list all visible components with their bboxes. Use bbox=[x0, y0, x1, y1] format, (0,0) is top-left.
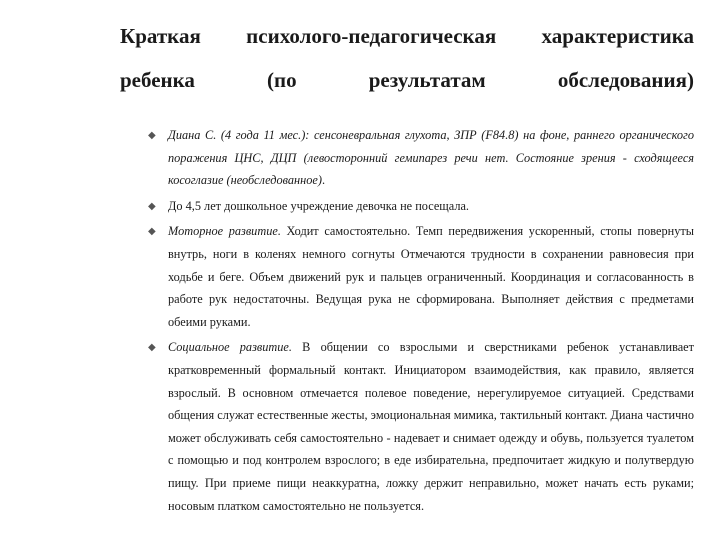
item-italic: Социальное развитие. bbox=[168, 340, 292, 355]
title-line-2: ребенка (по результатам обследования) bbox=[120, 68, 694, 92]
slide-title bbox=[120, 14, 694, 102]
list-item bbox=[148, 124, 694, 192]
bullet-icon: ◆ bbox=[148, 226, 156, 238]
bullet-icon: ◆ bbox=[148, 200, 156, 212]
title-line-1: Краткая психолого-педагогическая характеристика bbox=[120, 24, 694, 48]
bullet-icon: ◆ bbox=[148, 342, 156, 354]
bullet-icon: ◆ bbox=[148, 130, 156, 141]
item-text: В общении со взрослыми и сверстниками ребенок устанавливает кратковременный формальный контакт. Инициатором взаимодействия, как правило, является взрослый. В основном отмечается полевое поведение, нерегулируемое ситуацией. Средствами общения служат естественные жесты, эмоциональная мимика, тактильный контакт. Диана частично может обслуживать себя самостоятельно - надевает и снимает одежду и обувь, пользуется туалетом с помощью и под контролем взрослого; в еде избирательна, предпочитает жидкую и полутвердую пищу. При приеме пищи неаккуратна, ложку держит неправильно, может начать есть руками; носовым платком самостоятельно не пользуется. bbox=[168, 340, 694, 513]
list-item bbox=[148, 220, 694, 333]
list-item bbox=[148, 336, 694, 517]
item-italic: Моторное развитие. bbox=[168, 224, 281, 239]
item-text: . bbox=[321, 173, 326, 188]
item-italic: Диана С. (4 года 11 мес.): сенсоневральная глухота, ЗПР (F84.8) на фоне, раннего органического поражения ЦНС, ДЦП (левосторонний гемипарез речи нет. Состояние зрения - сходящееся косоглазие (необследованное) bbox=[168, 128, 694, 188]
item-text: До 4,5 лет дошкольное учреждение девочка не посещала. bbox=[168, 198, 469, 213]
bullet-list bbox=[148, 124, 694, 517]
item-text: Ходит самостоятельно. Темп передвижения ускоренный, стопы повернуты внутрь, ноги в коленях немного согнуты Отмечаются трудности в сохранении равновесия при ходьбе и беге. Объем движений рук и пальцев ограниченный. Координация и согласованность в работе рук недостаточны. Ведущая рука не сформирована. Выполняет действия с предметами обеими руками. bbox=[168, 224, 694, 329]
list-item bbox=[148, 195, 694, 218]
